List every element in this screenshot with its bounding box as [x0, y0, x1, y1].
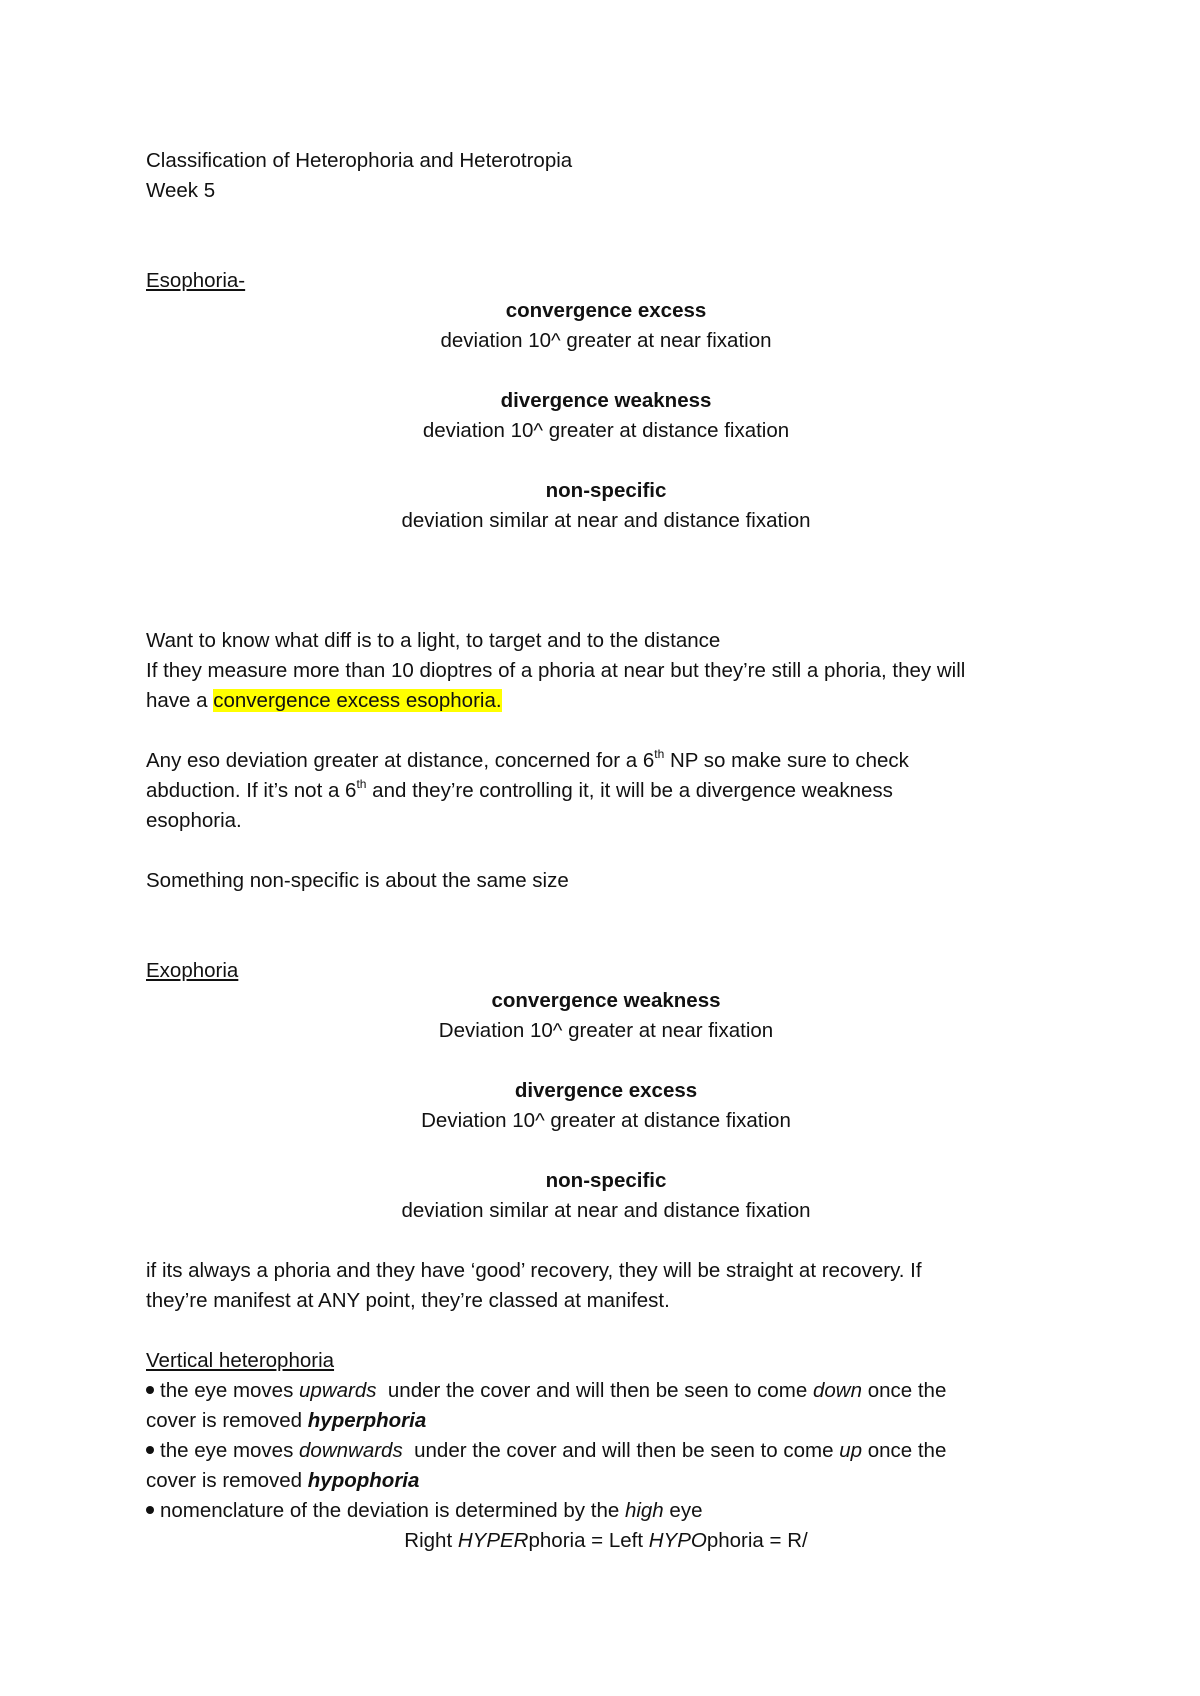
eso-item-desc: deviation 10^ greater at distance fixation: [422, 419, 790, 442]
exo-note-line: they’re manifest at ANY point, they’re classed at manifest.: [146, 1289, 670, 1312]
exo-note-line: if its always a phoria and they have ‘good’ recovery, they will be straight at recovery. If: [146, 1259, 922, 1282]
eso-note-text: have a: [146, 689, 214, 712]
bullet-item: [146, 1436, 1066, 1466]
esophoria-heading: Esophoria-: [146, 269, 246, 292]
bullet-text: cover is removed: [146, 1469, 308, 1492]
bullet-text: once the: [862, 1379, 947, 1402]
bullet-item-continued: [146, 1466, 1066, 1496]
bullet-text: eye: [663, 1499, 703, 1522]
bullet-term: hyperphoria: [307, 1409, 427, 1432]
exo-item-desc: Deviation 10^ greater at distance fixation: [421, 1109, 791, 1132]
exo-item-name: convergence weakness: [491, 989, 721, 1012]
eso-note-line: Something non-specific is about the same size: [146, 869, 569, 892]
vertical-heterophoria-heading: Vertical heterophoria: [146, 1349, 335, 1372]
bullet-text: under the cover and will then be seen to come: [402, 1439, 840, 1462]
eso-note-line: esophoria.: [146, 809, 242, 832]
eso-item-name: divergence weakness: [500, 389, 712, 412]
eso-note-line: [146, 686, 1066, 716]
bullet-italic: up: [839, 1439, 862, 1462]
bullet-italic: downwards: [299, 1439, 403, 1462]
bullet-text: the eye moves: [160, 1439, 300, 1462]
exo-item-name: non-specific: [545, 1169, 667, 1192]
equation-line: [146, 1526, 1066, 1556]
eso-note-text: NP so make sure to check: [664, 749, 909, 772]
eso-note-text: Any eso deviation greater at distance, concerned for a 6: [146, 749, 655, 772]
bullet-text: the eye moves: [160, 1379, 300, 1402]
eso-note-text: and they’re controlling it, it will be a divergence weakness: [366, 779, 893, 802]
bullet-item: [146, 1376, 1066, 1406]
exo-item-desc: Deviation 10^ greater at near fixation: [438, 1019, 774, 1042]
equation-italic: HYPER: [457, 1529, 529, 1552]
bullet-icon: [146, 1386, 154, 1394]
equation-italic: HYPO: [648, 1529, 707, 1552]
eso-item-name: non-specific: [545, 479, 667, 502]
eso-item-desc: deviation similar at near and distance fixation: [401, 509, 811, 532]
bullet-text: cover is removed: [146, 1409, 308, 1432]
bullet-item-continued: [146, 1406, 1066, 1436]
equation-text: phoria = Left: [528, 1529, 649, 1552]
bullet-text: once the: [862, 1439, 947, 1462]
bullet-icon: [146, 1446, 154, 1454]
eso-note-line: Want to know what diff is to a light, to target and to the distance: [146, 629, 721, 652]
eso-note-text: abduction. If it’s not a 6: [146, 779, 357, 802]
highlighted-text: convergence excess esophoria.: [213, 689, 502, 712]
eso-note-line: [146, 746, 1066, 776]
exophoria-heading: Exophoria: [146, 959, 239, 982]
bullet-text: nomenclature of the deviation is determined by the: [160, 1499, 625, 1522]
exo-item-desc: deviation similar at near and distance fixation: [401, 1199, 811, 1222]
eso-item-desc: deviation 10^ greater at near fixation: [440, 329, 772, 352]
superscript: th: [356, 777, 367, 791]
bullet-italic: upwards: [299, 1379, 377, 1402]
eso-note-line: If they measure more than 10 dioptres of a phoria at near but they’re still a phoria, they will: [146, 659, 966, 682]
equation-text: Right: [404, 1529, 458, 1552]
bullet-italic: down: [812, 1379, 862, 1402]
bullet-icon: [146, 1506, 154, 1514]
bullet-item: [146, 1496, 1066, 1526]
superscript: th: [654, 747, 665, 761]
bullet-term: hypophoria: [307, 1469, 420, 1492]
document-content: [146, 146, 1066, 1556]
bullet-text: under the cover and will then be seen to come: [376, 1379, 813, 1402]
bullet-italic: high: [624, 1499, 664, 1522]
eso-note-line: [146, 776, 1066, 806]
week-label: Week 5: [146, 179, 216, 202]
equation-text: phoria = R/: [706, 1529, 808, 1552]
eso-item-name: convergence excess: [505, 299, 707, 322]
document-title: Classification of Heterophoria and Heterotropia: [146, 149, 573, 172]
exo-item-name: divergence excess: [514, 1079, 698, 1102]
